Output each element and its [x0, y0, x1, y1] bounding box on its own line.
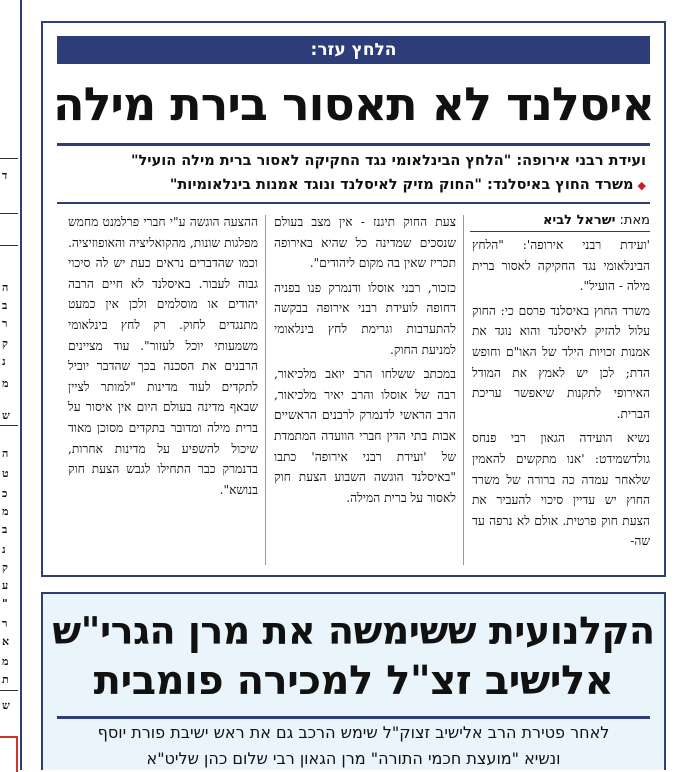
- article-scooter: [41, 592, 666, 770]
- strip-glyph: ק: [2, 561, 8, 574]
- divider: [470, 231, 650, 232]
- paragraph: במכתב ששלחו הרב יואב מלכיאור, רבה של אוסלו והרב יאיר מלכיאור, הרב הראשי לדנמרק לרבנים הראשיים אבות בתי הדין חברי הוועדה המתמדת של 'ועידת רבני אירופה' כתבו "באיסלנד הוגשה השבוע הצעת חוק לאסור על ברית המילה.: [274, 367, 456, 505]
- paragraph: צעת החוק תיגנז - אין מצב בעולם שנסכים שמדינה כל שהיא באירופה תכריז שאין בה מקום ליהודים".: [274, 215, 456, 271]
- strip-glyph: נ: [2, 355, 6, 368]
- strip-glyph: ": [2, 597, 8, 610]
- strip-glyph: ק: [2, 337, 8, 350]
- diamond-bullet-icon: ◆: [637, 179, 646, 192]
- article-iceland: [41, 21, 666, 577]
- strip-glyph: ב: [2, 299, 8, 312]
- column-divider: [463, 215, 464, 565]
- strip-glyph: ה: [2, 281, 9, 294]
- article-kicker: הלחץ עזר:: [57, 36, 650, 64]
- headline-line: אלישיב זצ"ל למכירה פומבית: [93, 658, 614, 704]
- strip-glyph: ד: [2, 169, 8, 182]
- byline: [470, 212, 650, 230]
- strip-glyph: מ: [2, 377, 9, 390]
- strip-glyph: ט: [2, 467, 9, 480]
- paragraph: משרד החוץ באיסלנד פרסם כי: החוק עלול להזיק לאיסלנד והוא נוגד את אמנות זכויות הילד של האו"ם וחופש הדת; לכן יש לאמץ את המודל האירופי לתקנות שיאפשר עריכת הברית.: [472, 303, 650, 421]
- paragraph: נשיא הועידה הגאון רבי פנחס גולדשמידט: 'אנו מתקשים להאמין שלאחר עמדה כה ברורה של משרד החוץ יש עדיין סיכוי להעביר את הצעת חוק פרטית. אולם לא נרפה עד שה-: [472, 431, 650, 549]
- subhead-line: לאחר פטירת הרב אלישיב זצוק"ל שימש הרכב גם את ראש ישיבת פורת יוסף: [97, 723, 610, 742]
- adjacent-column-strip: [0, 0, 22, 770]
- subhead-line-2: ◆משרד החוץ באיסלנד: "החוק מזיק לאיסלנד ונוגד אמנות בינלאומיות": [169, 177, 646, 193]
- divider: [57, 716, 650, 719]
- strip-glyph: ש: [2, 409, 10, 422]
- strip-glyph: ע: [2, 579, 9, 592]
- headline-line: הקלנועית ששימשה את מרן הגרי"ש: [52, 609, 655, 653]
- strip-glyph: ר: [2, 317, 8, 330]
- column-divider: [265, 215, 266, 565]
- divider: [57, 202, 650, 204]
- strip-glyph: ש: [2, 699, 10, 712]
- paragraph: ההצעה הוגשה ע"י חברי פרלמנט מחמש מפלגות שונות, מהקואליציה והאופוזיציה. וכמו שהדברים נראים כעת יש לה סיכוי גבוה לעבור. באיסלנד לא חיים הרבה יהודים או מוסלמים ולכן אין כמעט מתנגדים לחוק. רק לחץ בינלאומי משמעותי יוכל לעזור". עוד מציינים הרבנים את הסכנה בכך שהדבר יוביל לתקדים לעוד מדינות "למותר לציין שבאף מדינה בעולם היום אין איסור על ברית מילה ומדובר בתקדים מסוכן מאוד שיכול להשפיע על מדינות אחרות, בדנמרק כבר התחילו לגבש הצעת חוק בנושא".: [68, 215, 258, 497]
- paragraph: 'ועידת רבני אירופה': "הלחץ הבינלאומי נגד החקיקה לאסור ברית מילה - הועיל".: [472, 238, 650, 294]
- article-column-3: [68, 212, 258, 504]
- article-headline: איסלנד לא תאסור בירת מילה: [52, 77, 654, 131]
- strip-glyph: מ: [2, 505, 9, 518]
- article2-subhead: [59, 720, 648, 772]
- strip-glyph: כ: [2, 487, 8, 500]
- strip-glyph: נ: [2, 543, 6, 556]
- strip-glyph: ב: [2, 523, 8, 536]
- article2-headline: [51, 606, 656, 706]
- paragraph: כזכור, רבני אוסלו ודנמרק פנו בפניה דחופה לועידת רבני אירופה בבקשה להתערבות וגרימת לחץ בינלאומי למניעת החוק.: [274, 280, 456, 357]
- subhead-line: ועידת רבני אירופה: "הלחץ הבינלאומי נגד החקיקה לאסור ברית מילה הועיל": [130, 153, 646, 169]
- byline-prefix: מאת:: [619, 213, 650, 228]
- byline-author: ישראל לביא: [542, 213, 616, 228]
- strip-glyph: ה: [2, 447, 9, 460]
- article-column-2: [274, 212, 456, 512]
- strip-glyph: א: [2, 635, 10, 648]
- article-column-1: [472, 235, 650, 556]
- article-subhead: [61, 149, 646, 198]
- strip-glyph: ר: [2, 617, 8, 630]
- strip-glyph: ת: [2, 673, 9, 686]
- strip-glyph: מ: [2, 655, 9, 668]
- subhead-line: ונשיא "מועצת חכמי התורה" מרן הגאון רבי שלום כהן שליט"א: [146, 749, 561, 768]
- divider: [57, 143, 650, 146]
